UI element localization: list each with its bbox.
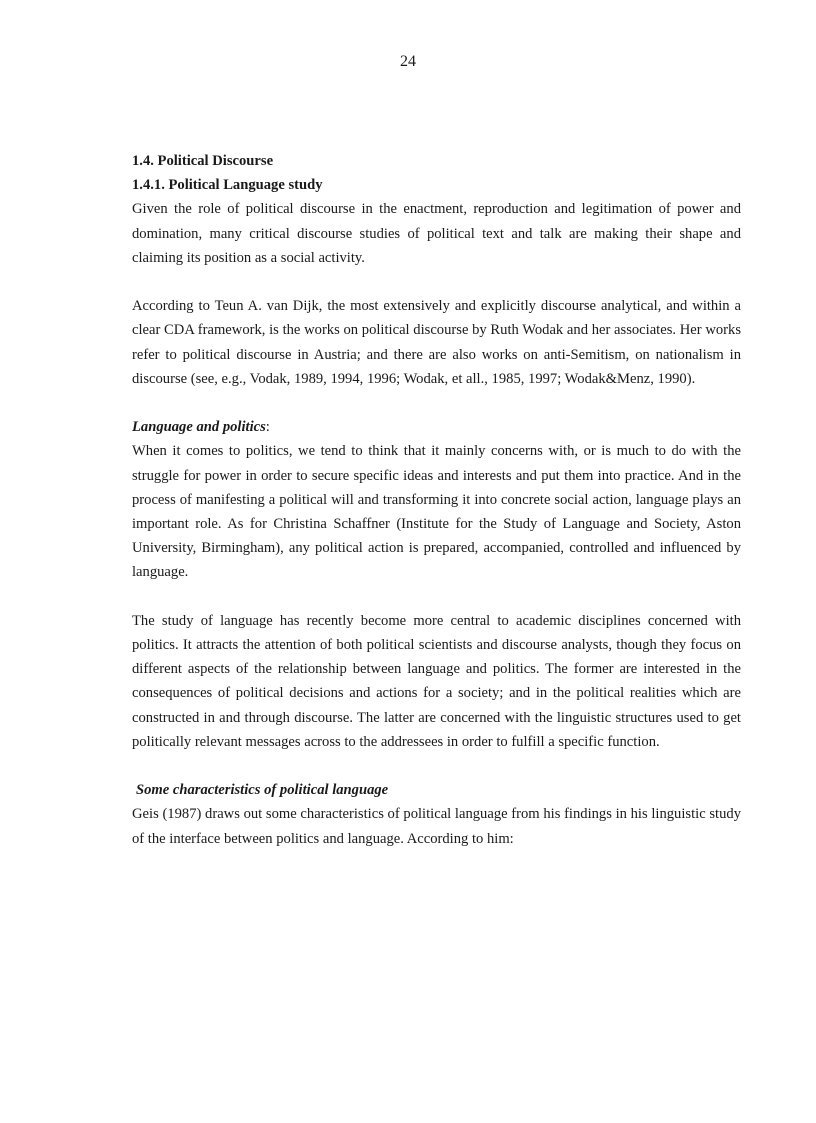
language-politics-heading: Language and politics — [132, 419, 266, 436]
page-number: 24 — [400, 53, 416, 70]
paragraph-spacer — [132, 585, 741, 609]
paragraph-van-dijk: According to Teun A. van Dijk, the most extensively and explicitly discourse analytical, and within a clear CDA framework, is the works on political discourse by Ruth Wodak and her associates. Her works refer to political discourse in Austria; and there are also works on anti-Semitism, on nationalism in discourse (see, e.g., Vodak, 1989, 1994, 1996; Wodak, et all., 1985, 1997; Wodak&Menz, 1990). — [132, 298, 741, 387]
paragraph-spacer — [132, 270, 741, 294]
paragraph-spacer — [132, 391, 741, 415]
paragraph-politics-power: When it comes to politics, we tend to think that it mainly concerns with, or is much to do with the struggle for power in order to secure specific ideas and interests and put them into practice. And in the process of manifesting a political will and transforming it into concrete social action, language plays an important role. As for Christina Schaffner (Institute for the Study of Language and Society, Aston University, Birmingham), any political action is prepared, accompanied, controlled and influenced by language. — [132, 443, 741, 581]
subsection-heading: 1.4.1. Political Language study — [132, 177, 323, 194]
document-body — [132, 149, 741, 851]
characteristics-heading: Some characteristics of political language — [136, 782, 389, 799]
paragraph-spacer — [132, 754, 741, 778]
paragraph-geis: Geis (1987) draws out some characteristics of political language from his findings in his linguistic study of the interface between politics and language. According to him: — [132, 806, 741, 847]
section-heading: 1.4. Political Discourse — [132, 153, 274, 169]
paragraph-intro: Given the role of political discourse in the enactment, reproduction and legitimation of power and domination, many critical discourse studies of political text and talk are making their shape and claiming its position as a social activity. — [132, 201, 741, 266]
heading-colon: : — [265, 419, 270, 436]
language-politics-heading-line — [132, 415, 741, 439]
paragraph-study-of-language: The study of language has recently become more central to academic disciplines concerned with politics. It attracts the attention of both political scientists and discourse analysts, though they focus on different aspects of the relationship between language and politics. The former are interested in the consequences of political decisions and actions for a society; and in the political realities which are constructed in and through discourse. The latter are concerned with the linguistic structures used to get politically relevant messages across to the addressees in order to fulfill a specific function. — [132, 612, 741, 750]
